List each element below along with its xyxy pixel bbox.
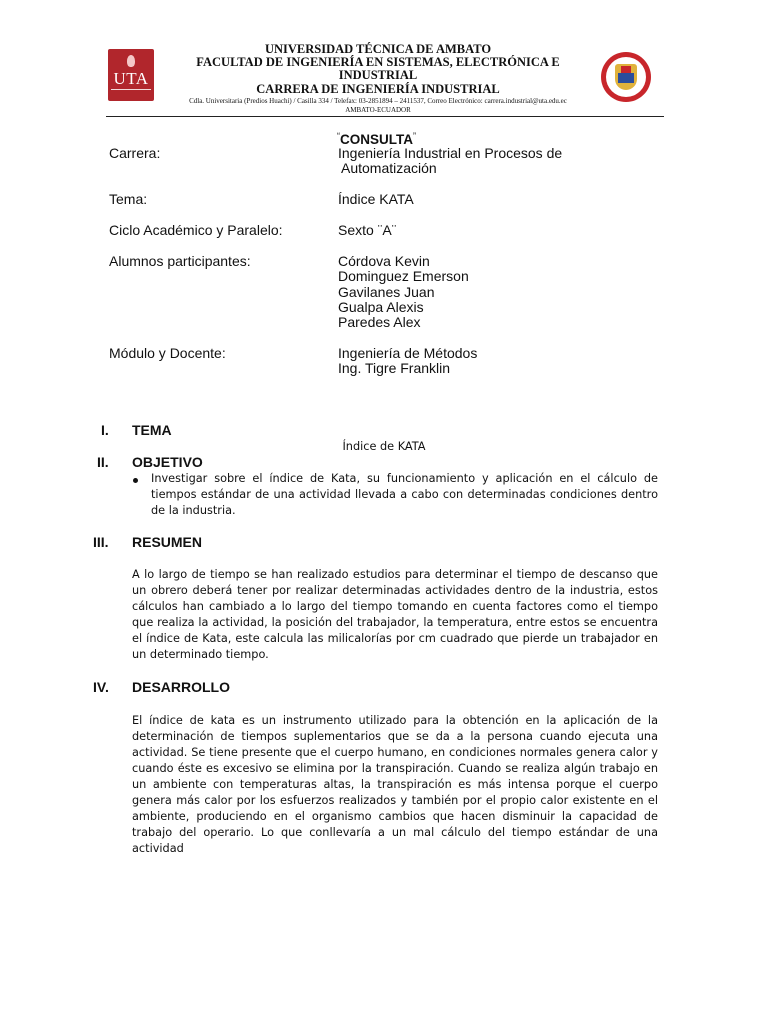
section-number-resumen: III. [93, 534, 109, 550]
section-title-resumen: RESUMEN [132, 534, 203, 550]
section-number-tema: I. [101, 422, 109, 438]
desarrollo-paragraph: El índice de kata es un instrumento utilizado para la obtención en la aplicación de la determinación de tiempos suplementarios que se da a la persona cuando ejecuta una actividad. Se tiene presente que el cuerpo humano, en condiciones normales genera calor y cuando éste es excesivo se elimina por la transpiración. Cuando se realiza algún trabajo en un ambiente con temperaturas altas, la transpiración es más intensa porque el cuerpo genera más calor por los esfuerzos realizados y también por el propio calor existente en el ambiente, produciendo en el organismo cambios que hacen disminuir la capacidad de trabajo del operario. Lo que conllevaría a un mal cálculo del tiempo estándar de una actividad [132, 714, 658, 855]
uta-logo-text: UTA [113, 69, 149, 88]
section-title-desarrollo: DESARROLLO [132, 679, 230, 695]
address-line: Cdla. Universitaria (Predios Huachi) / Casilla 334 / Telefax: 03-2851894 – 2411537, Correo Electrónico: carrera.industrial@uta.edu.ec [189, 97, 567, 105]
document-header [160, 43, 596, 114]
list-item: Gavilanes Juan [338, 283, 435, 300]
info-label-ciclo: Ciclo Académico y Paralelo: [109, 222, 283, 238]
info-label-alumnos: Alumnos participantes: [109, 253, 251, 269]
faculty-seal-icon [601, 52, 651, 102]
section-title-tema: TEMA [132, 422, 172, 438]
university-name: UNIVERSIDAD TÉCNICA DE AMBATO [264, 42, 492, 56]
info-value-alumnos [338, 254, 469, 330]
info-value-tema: Índice KATA [338, 191, 414, 207]
list-item: Gualpa Alexis [338, 298, 424, 315]
bullet-icon [133, 478, 138, 483]
info-value-carrera: Ingeniería Industrial en Procesos de Automatización [338, 145, 563, 177]
section-number-desarrollo: IV. [93, 679, 109, 695]
list-item: Dominguez Emerson [338, 268, 469, 285]
info-label-tema: Tema: [109, 191, 148, 207]
uta-logo [108, 49, 154, 101]
address-city: AMBATO-ECUADOR [345, 106, 411, 114]
document-heading: “CONSULTA” [337, 131, 416, 147]
section-title-objetivo: OBJETIVO [132, 454, 203, 470]
info-label-carrera: Carrera: [109, 145, 161, 161]
list-item: Córdova Kevin [338, 253, 430, 269]
flame-icon [127, 55, 135, 67]
resumen-paragraph: A lo largo de tiempo se han realizado estudios para determinar el tiempo de descanso que un obrero deberá tener por realizar determinadas actividades dentro de la industria, estos cálculos han cambiado a lo largo del tiempo tomando en cuenta factores como el tiempo que realiza la actividad, la posición del trabajador, la temperatura, entre estos se encuentra el índice de Kata, este calcula las milicalorías por cm cuadrado que pierde un trabajador en un determinado tiempo. [132, 568, 658, 661]
header-divider [106, 116, 664, 117]
objetivo-bullet-text: Investigar sobre el índice de Kata, su funcionamiento y aplicación en el cálculo de tiempos estándar de una actividad llevada a cabo con determinadas condiciones dentro de la industria. [151, 472, 658, 517]
info-label-modulo: Módulo y Docente: [109, 345, 226, 361]
section-number-objetivo: II. [97, 454, 109, 470]
career-name: CARRERA DE INGENIERÍA INDUSTRIAL [256, 82, 500, 96]
info-value-modulo: Ingeniería de Métodos Ing. Tigre Franklin [338, 345, 478, 377]
faculty-name: FACULTAD DE INGENIERÍA EN SISTEMAS, ELECTRÓNICA E INDUSTRIAL [196, 55, 560, 82]
tema-subtitle: Índice de KATA [342, 440, 426, 453]
list-item: Paredes Alex [338, 314, 421, 331]
document-heading-text: CONSULTA [340, 132, 413, 147]
info-value-ciclo: Sexto ¨A¨ [338, 222, 397, 238]
